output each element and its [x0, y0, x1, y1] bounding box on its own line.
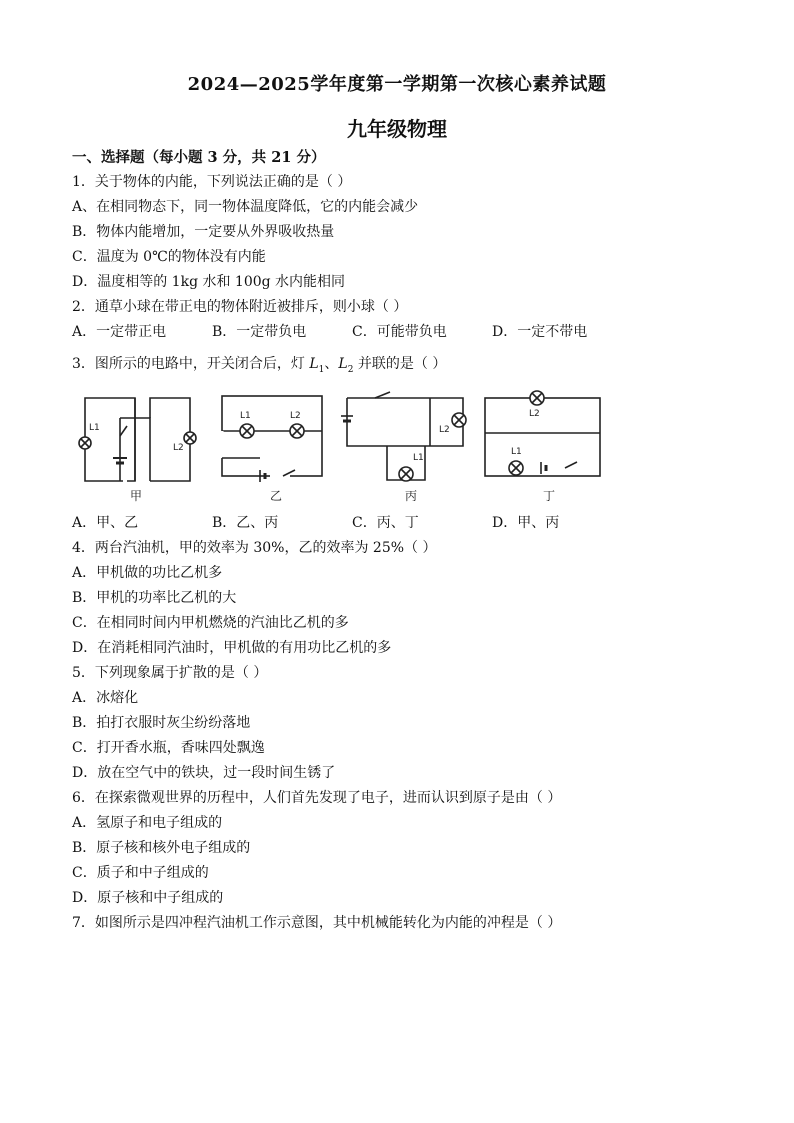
switch-icon [120, 426, 127, 436]
q5-stem: 5．下列现象属于扩散的是（ ） [72, 665, 268, 681]
q2-option-b: B．一定带负电 [212, 324, 307, 340]
q4-stem: 4．两台汽油机，甲的效率为 30%，乙的效率为 25%（ ） [72, 540, 437, 556]
lamp-label: L2 [439, 425, 450, 435]
q1-option-d: D．温度相等的 1kg 水和 100g 水内能相同 [72, 274, 346, 290]
q2-option-d: D．一定不带电 [492, 324, 588, 340]
lamp-label: L2 [290, 411, 301, 421]
q1-stem: 1．关于物体的内能，下列说法正确的是（ ） [72, 174, 352, 190]
q6-option-a: A．氢原子和电子组成的 [72, 815, 223, 831]
q6-option-d: D．原子核和中子组成的 [72, 890, 224, 906]
q6-stem: 6．在探索微观世界的历程中，人们首先发现了电子，进而认识到原子是由（ ） [72, 790, 562, 806]
circuit-yi [222, 396, 322, 503]
q6-option-b: B．原子核和核外电子组成的 [72, 840, 251, 856]
q5-option-d: D．放在空气中的铁块，过一段时间生锈了 [72, 765, 336, 781]
q4-option-b: B．甲机的功率比乙机的大 [72, 590, 237, 606]
q3-circuit-figures [75, 388, 615, 508]
figure-label-yi: 乙 [270, 489, 283, 503]
exam-title: 2024—2025学年度第一学期第一次核心素养试题 [187, 74, 607, 95]
q7-stem: 7．如图所示是四冲程汽油机工作示意图，其中机械能转化为内能的冲程是（ ） [72, 915, 562, 931]
q2-stem: 2．通草小球在带正电的物体附近被排斥，则小球（ ） [72, 299, 408, 315]
circuit-bing [341, 392, 466, 503]
figure-label-bing: 丙 [405, 489, 418, 503]
q4-option-d: D．在消耗相同汽油时，甲机做的有用功比乙机的多 [72, 640, 392, 656]
figure-label-jia: 甲 [130, 489, 143, 503]
exam-subtitle: 九年级物理 [347, 117, 447, 141]
lamp-label: L1 [511, 447, 522, 457]
q3-sep: 、 [324, 356, 339, 372]
lamp-label: L2 [173, 443, 184, 453]
q3-option-a: A．甲、乙 [72, 515, 139, 531]
figure-label-ding: 丁 [543, 489, 556, 503]
q3-option-b: B．乙、丙 [212, 515, 279, 531]
lamp-label: L1 [89, 423, 100, 433]
q4-option-a: A．甲机做的功比乙机多 [72, 565, 223, 581]
q1-option-a: A、在相同物态下，同一物体温度降低，它的内能会减少 [72, 199, 419, 215]
q6-option-c: C．质子和中子组成的 [72, 865, 209, 881]
q3-stem-post: 并联的是（ ） [353, 356, 447, 372]
circuit-jia [79, 398, 196, 503]
q5-option-c: C．打开香水瓶，香味四处飘逸 [72, 740, 265, 756]
q3-l1-sub: 1 [318, 364, 325, 375]
q1-option-c: C．温度为 0℃的物体没有内能 [72, 249, 266, 265]
q2-option-a: A．一定带正电 [72, 324, 167, 340]
lamp-label: L1 [413, 453, 424, 463]
q3-l2-sub: 2 [347, 364, 354, 375]
switch-icon [375, 392, 390, 398]
q3-option-d: D．甲、丙 [492, 515, 560, 531]
q3-l2: L [338, 356, 348, 372]
q1-option-b: B．物体内能增加，一定要从外界吸收热量 [72, 224, 335, 240]
q3-l1: L [309, 356, 319, 372]
lamp-label: L1 [240, 411, 251, 421]
q3-stem [72, 355, 446, 379]
circuit-ding [485, 391, 600, 503]
switch-icon [565, 462, 577, 468]
section-heading: 一、选择题（每小题 3 分，共 21 分） [72, 149, 326, 166]
q4-option-c: C．在相同时间内甲机燃烧的汽油比乙机的多 [72, 615, 349, 631]
q2-option-c: C．可能带负电 [352, 324, 447, 340]
q3-stem-pre: 3．图所示的电路中，开关闭合后，灯 [72, 356, 310, 372]
q5-option-a: A．冰熔化 [72, 690, 139, 706]
lamp-label: L2 [529, 409, 540, 419]
q5-option-b: B．拍打衣服时灰尘纷纷落地 [72, 715, 251, 731]
q3-option-c: C．丙、丁 [352, 515, 419, 531]
